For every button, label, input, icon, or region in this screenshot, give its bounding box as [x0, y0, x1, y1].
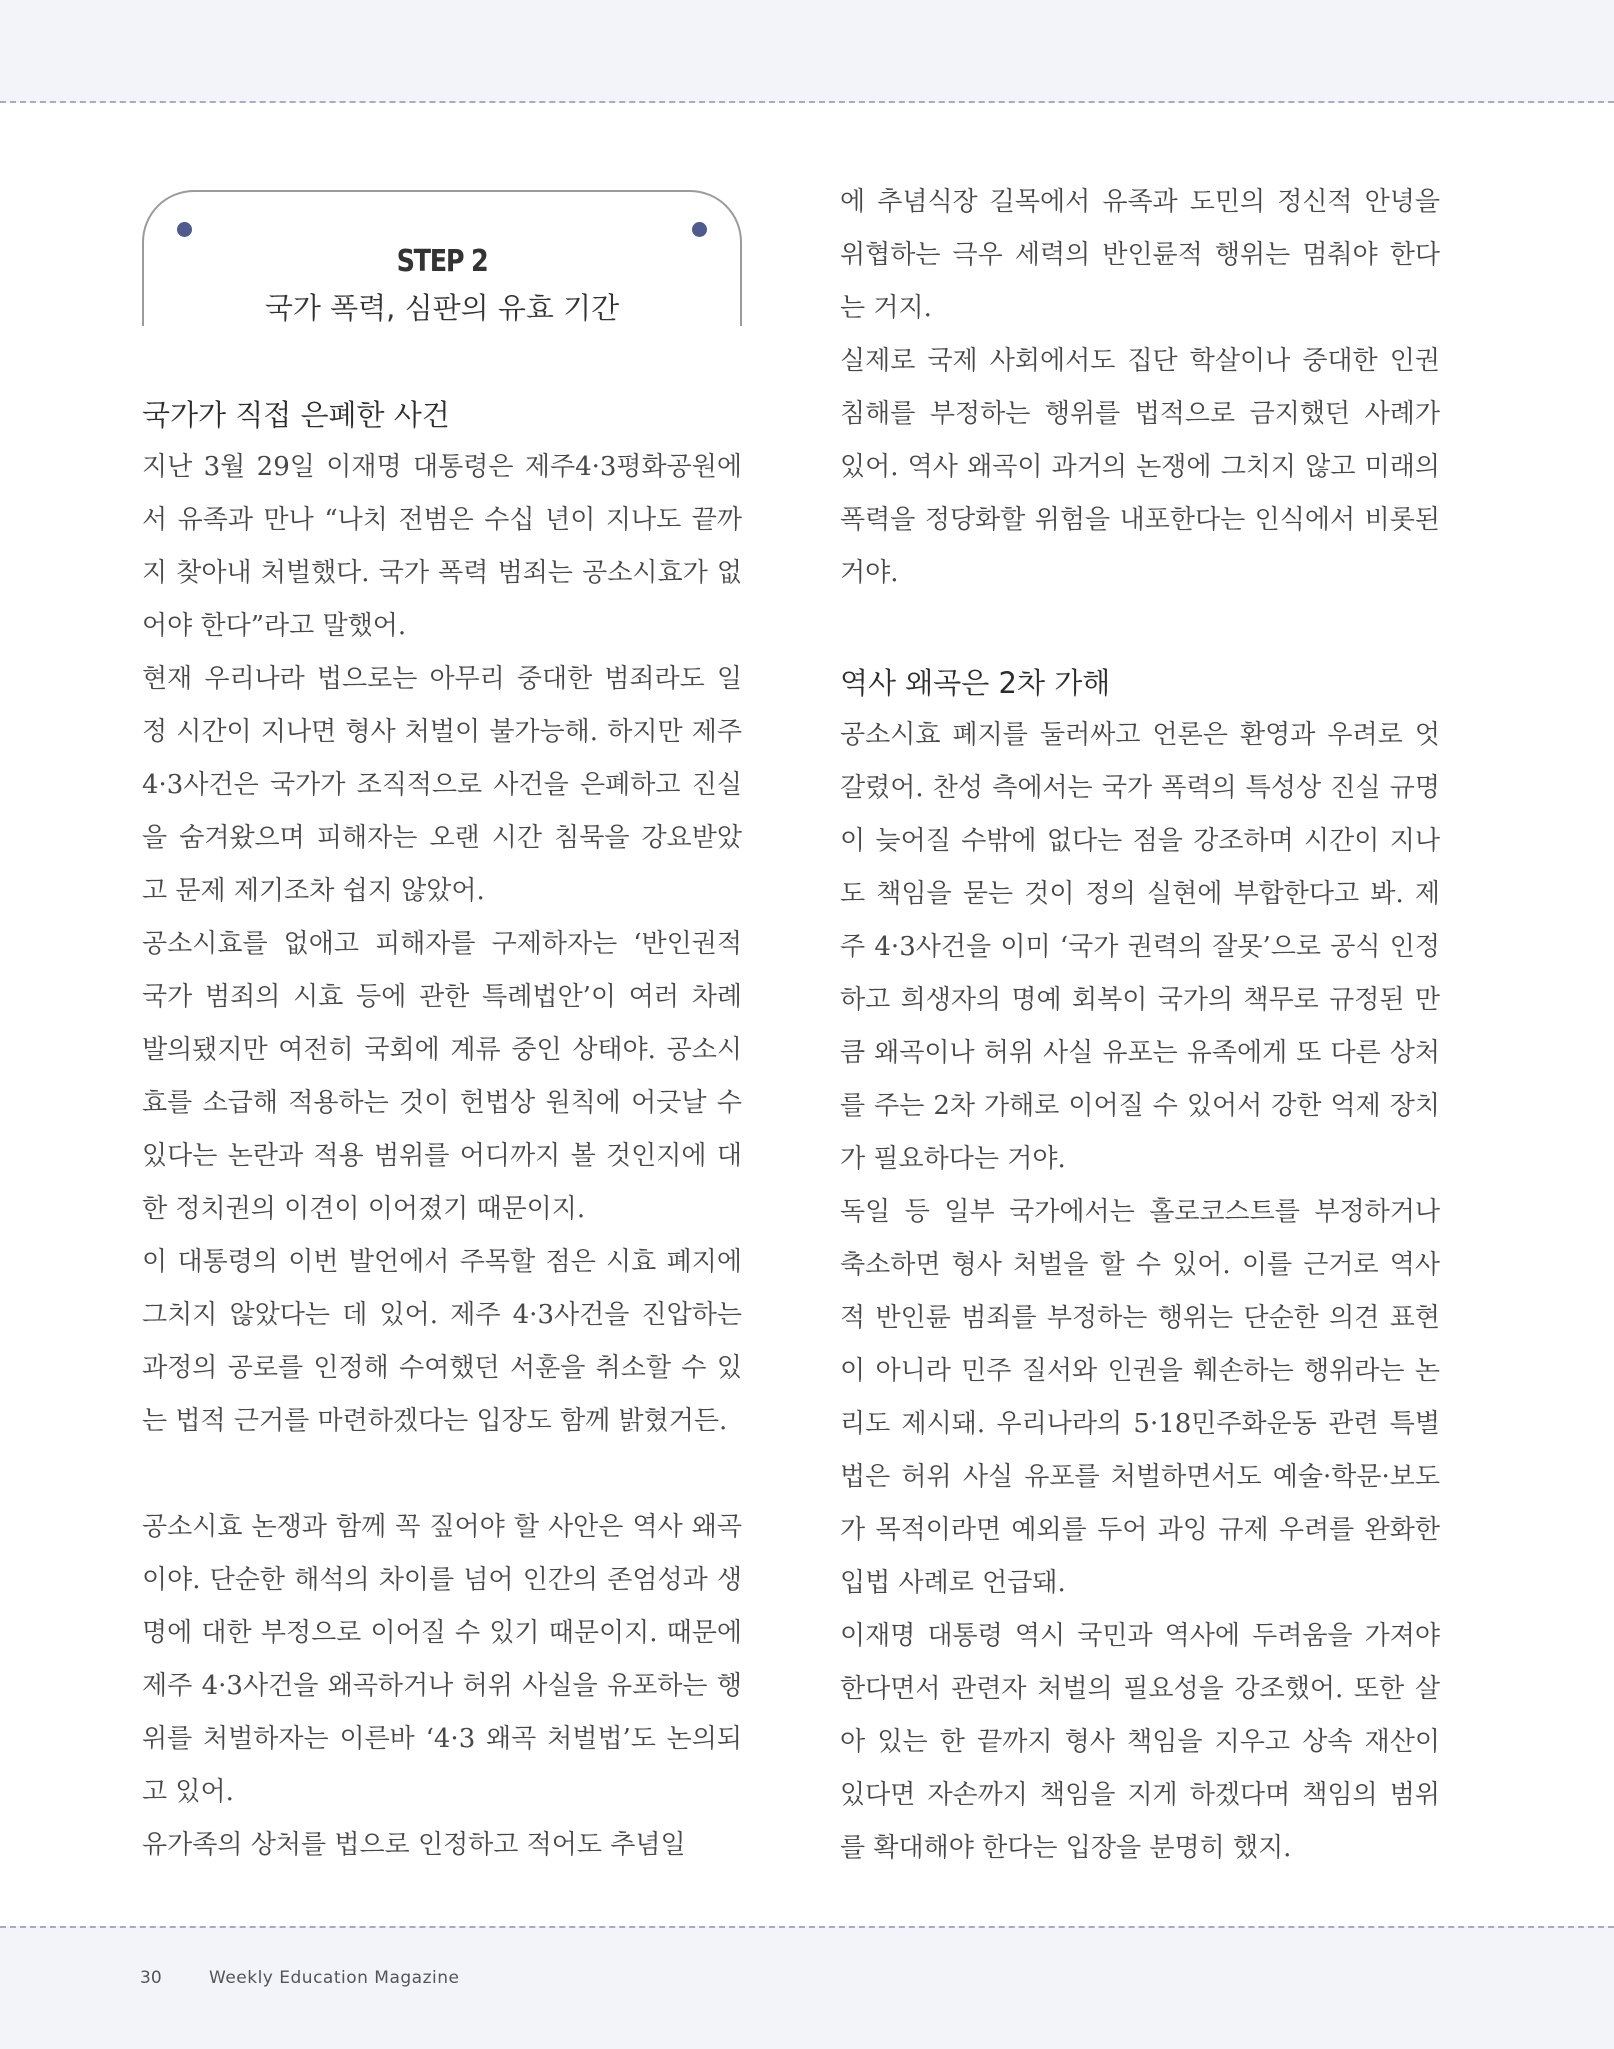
section-heading-concealed: 국가가 직접 은폐한 사건	[142, 398, 450, 432]
step-title: 국가 폭력, 심판의 유효 기간	[264, 291, 620, 325]
paragraph: 독일 등 일부 국가에서는 홀로코스트를 부정하거나 축소하면 형사 처벌을 할 수 있어. 이를 근거로 역사적 반인륜 범죄를 부정하는 행위는 단순한 의견 표현이 아니라 민주 질서와 인권을 훼손하는 행위라는 논리도 제시돼. 우리나라의 5·18민주화운동 관련 특별법은 허위 사실 유포를 처벌하면서도 예술·학문·보도가 목적이라면 예외를 두어 과잉 규제 우려를 완화한 입법 사례로 언급돼.	[840, 1197, 1440, 1598]
top-band	[0, 0, 1614, 103]
paragraph: 실제로 국제 사회에서도 집단 학살이나 중대한 인권 침해를 부정하는 행위를 법적으로 금지했던 사례가 있어. 역사 왜곡이 과거의 논쟁에 그치지 않고 미래의 폭력을 정당화할 위험을 내포한다는 인식에서 비롯된 거야.	[840, 346, 1440, 588]
section-heading-distortion: 역사 왜곡은 2차 가해	[840, 666, 1111, 700]
paragraph: 지난 3월 29일 이재명 대통령은 제주4·3평화공원에서 유족과 만나 “나치 전범은 수십 년이 지나도 끝까지 찾아내 처벌했다. 국가 폭력 범죄는 공소시효가 없어야 한다”라고 말했어.	[142, 452, 742, 641]
paragraph: 에 추념식장 길목에서 유족과 도민의 정신적 안녕을 위협하는 극우 세력의 반인륜적 행위는 멈춰야 한다는 거지.	[840, 187, 1440, 323]
paragraph: 이재명 대통령 역시 국민과 역사에 두려움을 가져야 한다면서 관련자 처벌의 필요성을 강조했어. 또한 살아 있는 한 끝까지 형사 책임을 지우고 상속 재산이 있다면 자손까지 책임을 지게 하겠다며 책임의 범위를 확대해야 한다는 입장을 분명히 했지.	[840, 1621, 1440, 1863]
step-header-box	[142, 190, 742, 326]
paragraph: 공소시효를 없애고 피해자를 구제하자는 ‘반인권적 국가 범죄의 시효 등에 관한 특례법안’이 여러 차례 발의됐지만 여전히 국회에 계류 중인 상태야. 공소시효를 소급해 적용하는 것이 헌법상 원칙에 어긋날 수 있다는 논란과 적용 범위를 어디까지 볼 것인지에 대한 정치권의 이견이 이어졌기 때문이지.	[142, 929, 742, 1224]
paragraph: 공소시효 폐지를 둘러싸고 언론은 환영과 우려로 엇갈렸어. 찬성 측에서는 국가 폭력의 특성상 진실 규명이 늦어질 수밖에 없다는 점을 강조하며 시간이 지나도 책임을 묻는 것이 정의 실현에 부합한다고 봐. 제주 4·3사건을 이미 ‘국가 권력의 잘못’으로 공식 인정하고 희생자의 명예 회복이 국가의 책무로 규정된 만큼 왜곡이나 허위 사실 유포는 유족에게 또 다른 상처를 주는 2차 가해로 이어질 수 있어서 강한 억제 장치가 필요하다는 거야.	[840, 720, 1440, 1174]
bullet-dot-icon	[692, 222, 707, 237]
paragraph: 유가족의 상처를 법으로 인정하고 적어도 추념일	[142, 1830, 686, 1860]
paragraph: 현재 우리나라 법으로는 아무리 중대한 범죄라도 일정 시간이 지나면 형사 처벌이 불가능해. 하지만 제주 4·3사건은 국가가 조직적으로 사건을 은폐하고 진실을 숨겨왔으며 피해자는 오랜 시간 침묵을 강요받았고 문제 제기조차 쉽지 않았어.	[142, 664, 742, 906]
magazine-name: Weekly Education Magazine	[209, 1968, 460, 1988]
paragraph: 이 대통령의 이번 발언에서 주목할 점은 시효 폐지에 그치지 않았다는 데 있어. 제주 4·3사건을 진압하는 과정의 공로를 인정해 수여했던 서훈을 취소할 수 있는 법적 근거를 마련하겠다는 입장도 함께 밝혔거든.	[142, 1247, 742, 1436]
page-number: 30	[140, 1968, 162, 1988]
step-label: STEP 2	[396, 244, 488, 279]
bullet-dot-icon	[177, 222, 192, 237]
paragraph: 공소시효 논쟁과 함께 꼭 짚어야 할 사안은 역사 왜곡이야. 단순한 해석의 차이를 넘어 인간의 존엄성과 생명에 대한 부정으로 이어질 수 있기 때문이지. 때문에 제주 4·3사건을 왜곡하거나 허위 사실을 유포하는 행위를 처벌하자는 이른바 ‘4·3 왜곡 처벌법’도 논의되고 있어.	[142, 1512, 742, 1807]
